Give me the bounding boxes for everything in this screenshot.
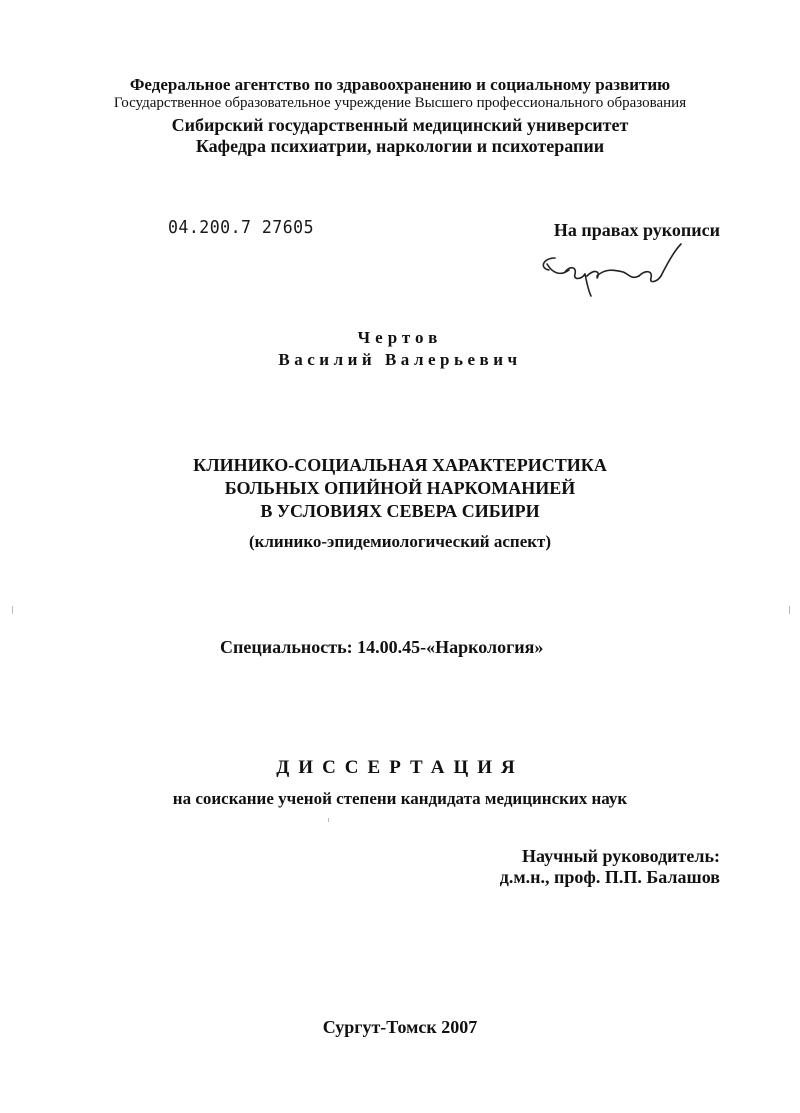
scan-speck	[12, 606, 13, 614]
institution-type: Государственное образовательное учреждение Высшего профессионального образования	[113, 95, 687, 111]
title-line-2: БОЛЬНЫХ ОПИЙНОЙ НАРКОМАНИЕЙ	[224, 478, 576, 498]
specialty: Специальность: 14.00.45-«Наркология»	[220, 637, 544, 657]
author-surname: Чертов	[357, 328, 443, 347]
advisor-name: д.м.н., проф. П.П. Балашов	[499, 867, 720, 887]
university-name: Сибирский государственный медицинский университет	[171, 115, 629, 135]
archive-number-stamp: 04.200.7 27605	[168, 217, 315, 238]
place-year: Сургут-Томск 2007	[322, 1017, 478, 1037]
scan-speck	[789, 606, 790, 614]
department-name: Кафедра психиатрии, наркологии и психотерапии	[195, 136, 605, 156]
author-signature	[535, 240, 695, 300]
agency-name: Федеральное агентство по здравоохранению и социальному развитию	[129, 75, 671, 94]
title-line-1: КЛИНИКО-СОЦИАЛЬНАЯ ХАРАКТЕРИСТИКА	[193, 455, 607, 475]
advisor-label: Научный руководитель:	[522, 846, 720, 866]
degree-line: на соискание ученой степени кандидата медицинских наук	[172, 789, 628, 808]
rights-note: На правах рукописи	[553, 220, 720, 240]
author-given-names: Василий Валерьевич	[278, 350, 522, 369]
scan-speck	[328, 818, 329, 822]
title-line-3: В УСЛОВИЯХ СЕВЕРА СИБИРИ	[260, 501, 540, 521]
title-subtitle: (клинико-эпидемиологический аспект)	[248, 532, 552, 551]
document-type: ДИССЕРТАЦИЯ	[276, 757, 524, 778]
